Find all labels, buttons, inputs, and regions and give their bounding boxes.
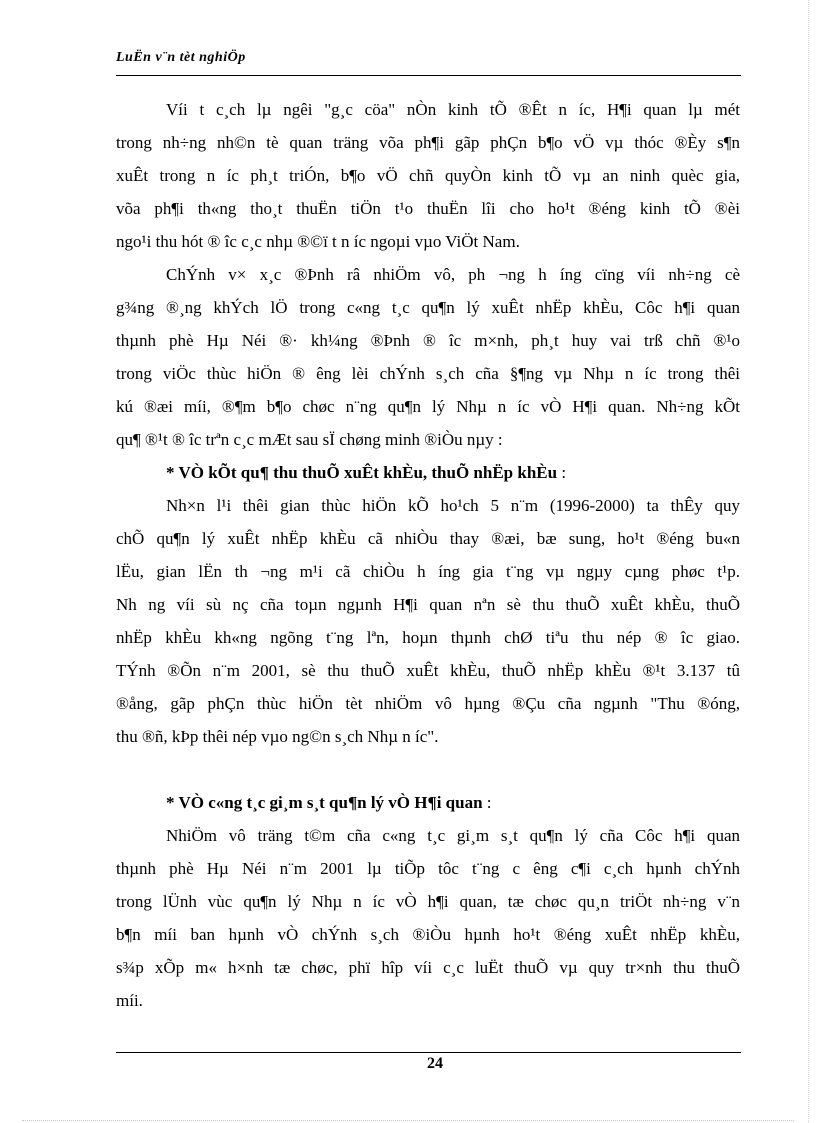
text-line: trong nh÷ng nh©n tè quan träng võa ph¶i gãp phÇn b¶o vÖ vµ thóc ®Èy s¶n <box>116 133 740 152</box>
text-line: thu ®ñ, kÞp thêi nép vµo ng©n s¸ch Nhµ n íc". <box>116 727 439 746</box>
header-rule <box>116 75 741 76</box>
text-line: Nh×n l¹i thêi gian thùc hiÖn kÕ ho¹ch 5 n¨m (1996-2000) ta thÊy quy <box>166 496 740 515</box>
text-line: thµnh phè Hµ Néi ®· kh¼ng ®Þnh ® îc m×nh, ph¸t huy vai trß chñ ®¹o <box>116 331 740 350</box>
text-line: lËu, gian lËn th ¬ng m¹i cã chiÒu h íng gia t¨ng vµ ngµy cµng phøc t¹p. <box>116 562 740 581</box>
section-heading-tax-collection <box>116 456 740 489</box>
text-line: b¶n míi ban hµnh vÒ chÝnh s¸ch ®iÒu hµnh ho¹t ®éng xuÊt nhËp khÈu, <box>116 925 740 944</box>
section-heading-text: * VÒ kÕt qu¶ thu thuÕ xuÊt khÈu, thuÕ nhËp khÈu <box>166 463 558 482</box>
text-line: ChÝnh v× x¸c ®Þnh râ nhiÖm vô, ph ¬ng h íng cïng víi nh÷ng cè <box>166 265 740 284</box>
section-heading-customs-supervision <box>116 786 740 819</box>
page-edge-dotted-line-right <box>808 0 809 1123</box>
paragraph-department-achievements <box>116 258 740 456</box>
text-line: Nh ng víi sù nç cña toµn ngµnh H¶i quan nªn sè thu thuÕ xuÊt khÈu, thuÕ <box>116 595 740 614</box>
running-header: LuËn v¨n tèt nghiÖp <box>116 50 246 65</box>
text-line: chÕ qu¶n lý xuÊt nhËp khÈu cã nhiÒu thay ®æi, bæ sung, ho¹t ®éng bu«n <box>116 529 740 548</box>
text-line: s¾p xÕp m« h×nh tæ chøc, phï hîp víi c¸c luËt thuÕ vµ quy tr×nh thu thuÕ <box>116 958 740 977</box>
text-line: nhËp khÈu kh«ng ngõng t¨ng lªn, hoµn thµnh chØ tiªu thu nép ® îc giao. <box>116 628 740 647</box>
text-line: ngo¹i thu hót ® îc c¸c nhµ ®©ï t n íc ngoµi vµo ViÖt Nam. <box>116 232 520 251</box>
paragraph-customs-supervision <box>116 819 740 1017</box>
text-line: qu¶ ®¹t ® îc trªn c¸c mÆt sau sÏ chøng minh ®iÒu nµy : <box>116 430 503 449</box>
footer-rule <box>116 1052 741 1053</box>
paragraph-tax-collection <box>116 489 740 753</box>
page-number: 24 <box>427 1055 443 1072</box>
text-line: thµnh phè Hµ Néi n¨m 2001 lµ tiÕp tôc t¨ng c êng c¶i c¸ch hµnh chÝnh <box>116 859 740 878</box>
text-line: g¾ng ®¸ng khÝch lÖ trong c«ng t¸c qu¶n lý xuÊt nhËp khÈu, Côc h¶i quan <box>116 298 740 317</box>
section-heading-colon: : <box>482 793 492 812</box>
document-body <box>116 93 740 1017</box>
text-line: kú ®æi míi, ®¶m b¶o chøc n¨ng qu¶n lý Nhµ n íc vÒ H¶i quan. Nh÷ng kÕt <box>116 397 740 416</box>
paragraph-customs-role <box>116 93 740 258</box>
text-line: Víi t c¸ch lµ ngêi "g¸c cöa" nÒn kinh tÕ ®Êt n íc, H¶i quan lµ mét <box>166 100 740 119</box>
text-line: võa ph¶i th«ng tho¸t thuËn tiÖn t¹o thuËn lîi cho ho¹t ®éng kinh tÕ ®èi <box>116 199 740 218</box>
page-edge-dotted-line <box>22 1120 794 1121</box>
section-heading-colon: : <box>557 463 567 482</box>
section-heading-text: * VÒ c«ng t¸c gi¸m s¸t qu¶n lý vÒ H¶i quan <box>166 793 483 812</box>
paragraph-spacer <box>116 753 740 786</box>
text-line: trong viÖc thùc hiÖn ® êng lèi chÝnh s¸ch cña §¶ng vµ Nhµ n íc trong thêi <box>116 364 740 383</box>
text-line: TÝnh ®Õn n¨m 2001, sè thu thuÕ xuÊt khÈu, thuÕ nhËp khÈu ®¹t 3.137 tû <box>116 661 740 680</box>
text-line: NhiÖm vô träng t©m cña c«ng t¸c gi¸m s¸t qu¶n lý cña Côc h¶i quan <box>166 826 740 845</box>
text-line: míi. <box>116 991 143 1010</box>
text-line: trong lÜnh vùc qu¶n lý Nhµ n íc vÒ h¶i quan, tæ chøc qu¸n triÖt nh÷ng v¨n <box>116 892 740 911</box>
text-line: xuÊt trong n íc ph¸t triÓn, b¶o vÖ chñ quyÒn kinh tÕ vµ an ninh quèc gia, <box>116 166 740 185</box>
text-line: ®ång, gãp phÇn thùc hiÖn tèt nhiÖm vô hµng ®Çu cña ngµnh "Thu ®óng, <box>116 694 740 713</box>
